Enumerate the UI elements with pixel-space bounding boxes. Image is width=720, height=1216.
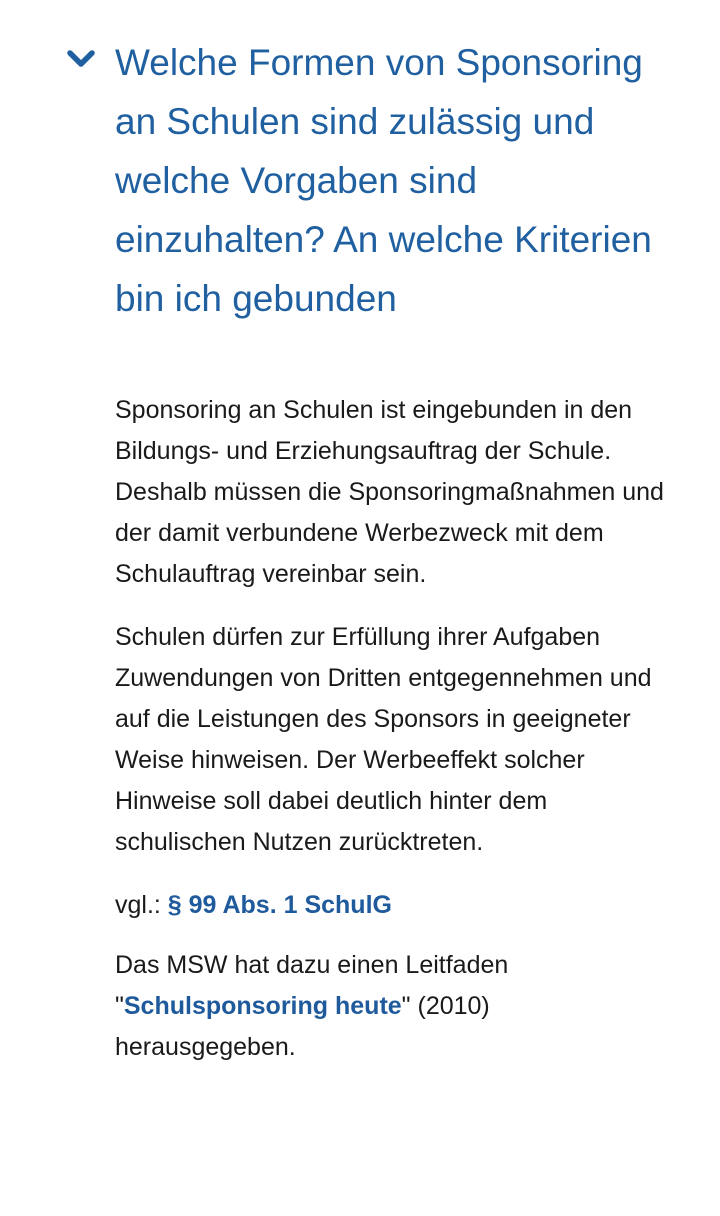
answer-paragraph	[115, 945, 675, 1068]
faq-answer	[115, 390, 675, 1090]
answer-paragraph: Sponsoring an Schulen ist eingebunden in den Bildungs- und Erziehungsauftrag der Schule. Deshalb müssen die Sponsoringmaßnahmen und der damit verbundene Werbezweck mit dem Schulauftrag vereinbar sein.	[115, 396, 664, 588]
leitfaden-text-prefix: Das MSW hat dazu einen Leitfaden "	[115, 951, 509, 1020]
leitfaden-text-suffix: " (2010) herausgegeben.	[115, 992, 490, 1061]
faq-question-toggle[interactable]	[0, 0, 720, 340]
reference-prefix: vgl.:	[115, 891, 168, 919]
chevron-down-icon	[64, 46, 98, 72]
schulg-reference-link[interactable]: § 99 Abs. 1 SchulG	[167, 891, 392, 919]
schulsponsoring-heute-link[interactable]: Schulsponsoring heute	[123, 992, 402, 1020]
faq-question-title: Welche Formen von Sponsoring an Schulen sind zulässig und welche Vorgaben sind einzuhalten? An welche Kriterien bin ich gebunden	[115, 42, 652, 319]
answer-paragraph: Schulen dürfen zur Erfüllung ihrer Aufgaben Zuwendungen von Dritten entgegennehmen und auf die Leistungen des Sponsors in geeigneter Weise hinweisen. Der Werbeeffekt solcher Hinweise soll dabei deutlich hinter dem schulischen Nutzen zurücktreten.	[115, 623, 652, 856]
reference-line	[115, 885, 675, 926]
